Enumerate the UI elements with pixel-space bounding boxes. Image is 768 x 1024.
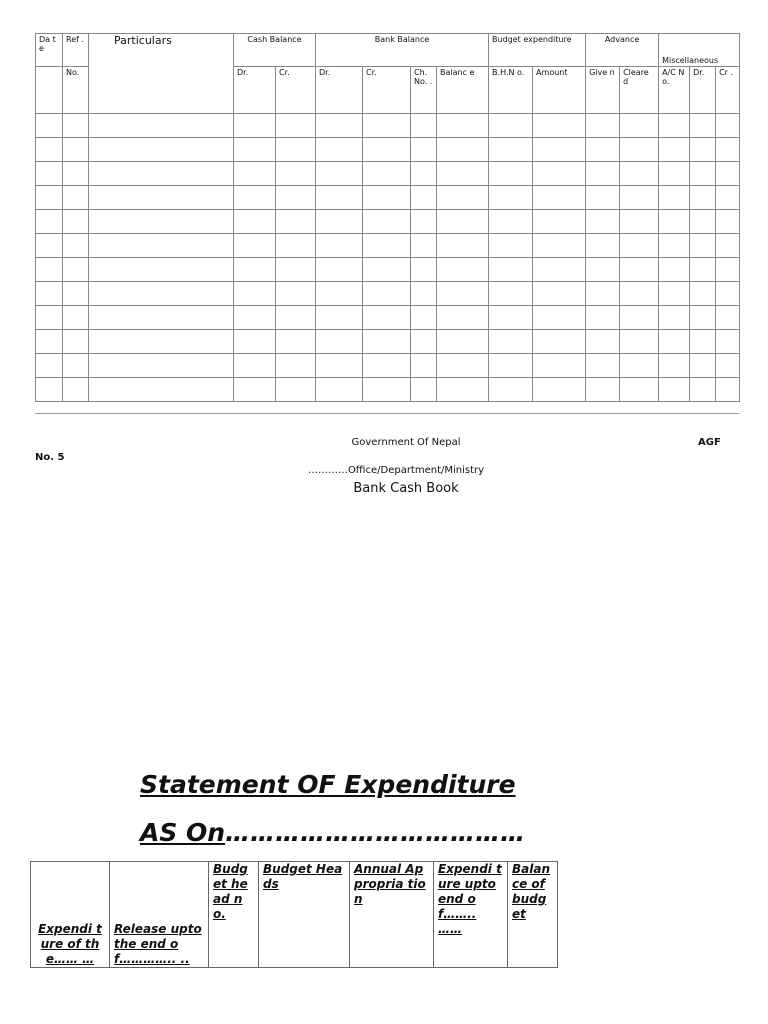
- cash-book-table: [35, 33, 740, 402]
- table-cell: [316, 138, 363, 162]
- header-miscellaneous: Miscellaneous: [659, 34, 740, 67]
- table-cell: [89, 210, 234, 234]
- table-cell: [716, 234, 740, 258]
- table-cell: [363, 306, 411, 330]
- table-cell: [36, 138, 63, 162]
- table-cell: [63, 378, 89, 402]
- table-cell: [586, 354, 620, 378]
- table-cell: [659, 114, 690, 138]
- table-row: [36, 282, 740, 306]
- table-cell: [533, 210, 586, 234]
- table-cell: [659, 234, 690, 258]
- table-cell: [63, 138, 89, 162]
- table-cell: [89, 138, 234, 162]
- table-cell: [489, 330, 533, 354]
- table-cell: [716, 138, 740, 162]
- table-row: [36, 210, 740, 234]
- table-cell: [276, 258, 316, 282]
- table-cell: [36, 378, 63, 402]
- table-cell: [411, 210, 437, 234]
- table-cell: [620, 330, 659, 354]
- table-cell: [63, 330, 89, 354]
- table-cell: [411, 354, 437, 378]
- table-cell: [489, 282, 533, 306]
- table-cell: [437, 186, 489, 210]
- table-cell: [620, 282, 659, 306]
- table-cell: [411, 306, 437, 330]
- table-cell: [36, 306, 63, 330]
- table-cell: [716, 354, 740, 378]
- table-cell: [234, 210, 276, 234]
- table-cell: [437, 282, 489, 306]
- table-cell: [63, 306, 89, 330]
- table-cell: [234, 354, 276, 378]
- table-cell: [363, 210, 411, 234]
- table-cell: [89, 354, 234, 378]
- table-cell: [716, 378, 740, 402]
- table-cell: [36, 162, 63, 186]
- col-budget-heads: Budget Heads: [259, 862, 350, 968]
- table-cell: [437, 378, 489, 402]
- table-cell: [363, 354, 411, 378]
- table-cell: [276, 306, 316, 330]
- header-bank-balance-amount: Balanc e: [437, 67, 489, 114]
- table-cell: [659, 258, 690, 282]
- table-cell: [63, 186, 89, 210]
- table-cell: [276, 162, 316, 186]
- table-cell: [234, 234, 276, 258]
- table-cell: [489, 306, 533, 330]
- header-advance: Advance: [586, 34, 659, 67]
- table-cell: [586, 114, 620, 138]
- table-cell: [234, 282, 276, 306]
- government-heading: Government Of Nepal: [351, 437, 461, 448]
- table-cell: [234, 162, 276, 186]
- header-advance-cleared: Cleare d: [620, 67, 659, 114]
- table-cell: [316, 114, 363, 138]
- table-cell: [437, 258, 489, 282]
- table-row: [36, 114, 740, 138]
- col-budget-head-no: Budg et head no.: [209, 862, 259, 968]
- table-cell: [363, 234, 411, 258]
- table-cell: [489, 378, 533, 402]
- table-cell: [690, 162, 716, 186]
- table-cell: [276, 138, 316, 162]
- table-cell: [690, 258, 716, 282]
- table-cell: [63, 354, 89, 378]
- table-cell: [411, 330, 437, 354]
- table-cell: [316, 306, 363, 330]
- table-cell: [690, 138, 716, 162]
- table-cell: [437, 234, 489, 258]
- table-cell: [716, 282, 740, 306]
- table-cell: [716, 258, 740, 282]
- table-cell: [63, 282, 89, 306]
- table-cell: [690, 210, 716, 234]
- col-expenditure-of: Expendi ture of the…… …: [31, 862, 110, 968]
- table-cell: [89, 282, 234, 306]
- table-cell: [659, 330, 690, 354]
- table-cell: [36, 234, 63, 258]
- header-advance-given: Give n: [586, 67, 620, 114]
- table-cell: [437, 138, 489, 162]
- table-cell: [659, 138, 690, 162]
- table-cell: [316, 378, 363, 402]
- table-row: [36, 354, 740, 378]
- table-cell: [411, 378, 437, 402]
- table-cell: [620, 354, 659, 378]
- office-line: …………Office/Department/Ministry: [307, 465, 485, 476]
- table-cell: [411, 234, 437, 258]
- table-cell: [89, 306, 234, 330]
- table-cell: [437, 210, 489, 234]
- table-cell: [36, 258, 63, 282]
- header-misc-dr: Dr.: [690, 67, 716, 114]
- table-cell: [586, 234, 620, 258]
- table-cell: [620, 210, 659, 234]
- table-cell: [659, 354, 690, 378]
- table-cell: [586, 210, 620, 234]
- header-ref: Ref .: [63, 34, 89, 67]
- table-cell: [36, 354, 63, 378]
- col-expenditure-upto: Expendi ture upto end of…….. ……: [434, 862, 508, 968]
- table-cell: [533, 330, 586, 354]
- header-misc-cr: Cr .: [716, 67, 740, 114]
- statement-table: [30, 861, 558, 968]
- header-cheque-no: Ch. No. .: [411, 67, 437, 114]
- table-cell: [276, 114, 316, 138]
- table-cell: [363, 282, 411, 306]
- as-on-dots: ………………………………: [225, 818, 526, 847]
- table-cell: [489, 234, 533, 258]
- table-cell: [659, 378, 690, 402]
- table-cell: [89, 234, 234, 258]
- table-cell: [36, 210, 63, 234]
- table-cell: [489, 258, 533, 282]
- table-cell: [437, 162, 489, 186]
- table-cell: [533, 258, 586, 282]
- cash-book-body: [36, 114, 740, 402]
- table-cell: [411, 186, 437, 210]
- table-cell: [620, 138, 659, 162]
- table-cell: [36, 186, 63, 210]
- table-cell: [586, 330, 620, 354]
- table-cell: [690, 330, 716, 354]
- table-cell: [716, 330, 740, 354]
- table-cell: [411, 282, 437, 306]
- table-cell: [234, 330, 276, 354]
- table-cell: [234, 378, 276, 402]
- table-cell: [690, 186, 716, 210]
- table-cell: [533, 354, 586, 378]
- table-cell: [489, 186, 533, 210]
- col-release-upto: Release upto the end of………….. ..: [110, 862, 209, 968]
- as-on-label: AS On: [140, 818, 226, 847]
- table-cell: [690, 282, 716, 306]
- book-title: Bank Cash Book: [353, 481, 459, 496]
- table-cell: [234, 306, 276, 330]
- col-annual-appropriation: Annual Appropria tion: [350, 862, 434, 968]
- header-particulars: Particulars: [89, 34, 234, 114]
- table-row: [36, 306, 740, 330]
- table-cell: [316, 210, 363, 234]
- table-cell: [533, 306, 586, 330]
- table-cell: [690, 114, 716, 138]
- table-row: [36, 330, 740, 354]
- table-cell: [316, 162, 363, 186]
- table-cell: [89, 378, 234, 402]
- header-bank-dr: Dr.: [316, 67, 363, 114]
- table-row: [36, 186, 740, 210]
- header-misc-ac-no: A/C No.: [659, 67, 690, 114]
- table-cell: [316, 234, 363, 258]
- table-row: [36, 138, 740, 162]
- table-cell: [489, 138, 533, 162]
- table-row: [36, 234, 740, 258]
- table-row: [36, 162, 740, 186]
- table-cell: [89, 330, 234, 354]
- table-cell: [363, 114, 411, 138]
- header-budget-amount: Amount: [533, 67, 586, 114]
- table-cell: [363, 330, 411, 354]
- table-cell: [276, 354, 316, 378]
- table-cell: [234, 114, 276, 138]
- col-balance-of-budget: Balan ce of budg et: [508, 862, 558, 968]
- table-cell: [659, 306, 690, 330]
- section-divider: [35, 413, 739, 414]
- statement-as-on: [140, 818, 525, 847]
- table-cell: [533, 234, 586, 258]
- table-cell: [690, 306, 716, 330]
- table-cell: [533, 138, 586, 162]
- table-cell: [234, 186, 276, 210]
- table-cell: [620, 186, 659, 210]
- table-cell: [586, 162, 620, 186]
- table-cell: [533, 378, 586, 402]
- table-cell: [36, 114, 63, 138]
- table-cell: [363, 258, 411, 282]
- table-cell: [716, 162, 740, 186]
- table-cell: [716, 114, 740, 138]
- header-cash-dr: Dr.: [234, 67, 276, 114]
- table-cell: [620, 378, 659, 402]
- table-cell: [363, 138, 411, 162]
- table-cell: [437, 306, 489, 330]
- table-cell: [533, 282, 586, 306]
- table-cell: [716, 306, 740, 330]
- table-cell: [63, 162, 89, 186]
- table-cell: [316, 330, 363, 354]
- table-cell: [276, 210, 316, 234]
- table-cell: [63, 234, 89, 258]
- table-cell: [89, 114, 234, 138]
- table-cell: [89, 186, 234, 210]
- table-cell: [276, 282, 316, 306]
- table-cell: [586, 306, 620, 330]
- agf-code: AGF: [698, 437, 721, 448]
- statement-title: Statement OF Expenditure: [140, 770, 516, 799]
- table-cell: [533, 114, 586, 138]
- table-cell: [586, 186, 620, 210]
- table-cell: [586, 378, 620, 402]
- table-cell: [89, 258, 234, 282]
- header-ref-no: No.: [63, 67, 89, 114]
- form-number: No. 5: [35, 452, 65, 463]
- table-cell: [437, 330, 489, 354]
- table-cell: [586, 258, 620, 282]
- table-cell: [489, 210, 533, 234]
- table-cell: [63, 210, 89, 234]
- table-cell: [659, 162, 690, 186]
- table-cell: [316, 258, 363, 282]
- table-cell: [533, 162, 586, 186]
- header-cash-balance: Cash Balance: [234, 34, 316, 67]
- header-cash-cr: Cr.: [276, 67, 316, 114]
- table-cell: [690, 234, 716, 258]
- table-row: [36, 258, 740, 282]
- table-cell: [316, 186, 363, 210]
- table-cell: [586, 138, 620, 162]
- table-cell: [63, 258, 89, 282]
- table-cell: [620, 162, 659, 186]
- table-cell: [586, 282, 620, 306]
- table-cell: [316, 354, 363, 378]
- table-cell: [363, 378, 411, 402]
- table-cell: [411, 162, 437, 186]
- table-cell: [690, 354, 716, 378]
- table-cell: [411, 114, 437, 138]
- table-cell: [489, 162, 533, 186]
- table-cell: [659, 282, 690, 306]
- table-cell: [716, 186, 740, 210]
- table-row: [36, 378, 740, 402]
- table-cell: [620, 258, 659, 282]
- table-cell: [363, 186, 411, 210]
- table-cell: [620, 306, 659, 330]
- table-cell: [411, 138, 437, 162]
- table-cell: [234, 258, 276, 282]
- table-cell: [489, 114, 533, 138]
- header-budget-expenditure: Budget expenditure: [489, 34, 586, 67]
- table-cell: [620, 234, 659, 258]
- table-cell: [437, 114, 489, 138]
- table-cell: [437, 354, 489, 378]
- table-cell: [690, 378, 716, 402]
- table-cell: [363, 162, 411, 186]
- header-bank-cr: Cr.: [363, 67, 411, 114]
- table-cell: [276, 186, 316, 210]
- table-cell: [411, 258, 437, 282]
- table-cell: [276, 378, 316, 402]
- table-cell: [489, 354, 533, 378]
- table-cell: [234, 138, 276, 162]
- table-cell: [63, 114, 89, 138]
- header-bank-balance: Bank Balance: [316, 34, 489, 67]
- table-cell: [659, 186, 690, 210]
- table-cell: [316, 282, 363, 306]
- table-cell: [89, 162, 234, 186]
- table-cell: [659, 210, 690, 234]
- table-cell: [620, 114, 659, 138]
- header-budget-head-no: B.H.N o.: [489, 67, 533, 114]
- table-cell: [276, 234, 316, 258]
- table-cell: [36, 282, 63, 306]
- table-cell: [36, 330, 63, 354]
- table-cell: [716, 210, 740, 234]
- table-cell: [533, 186, 586, 210]
- header-date-sub: [36, 67, 63, 114]
- header-date: Da te: [36, 34, 63, 67]
- table-cell: [276, 330, 316, 354]
